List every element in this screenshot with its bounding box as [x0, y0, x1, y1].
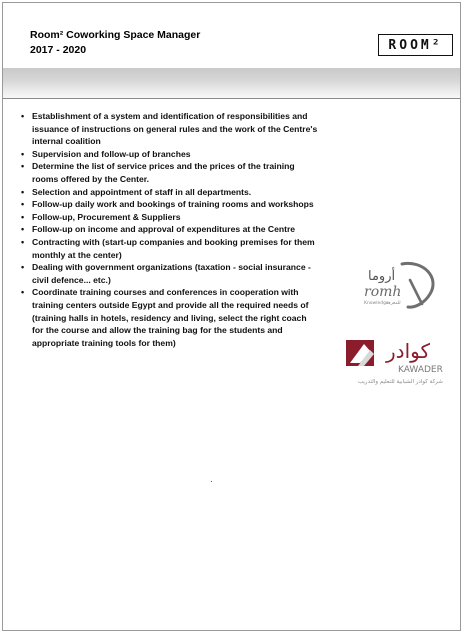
aroma-arabic-text: أروما	[368, 269, 396, 284]
kawader-latin-text: KAWADER	[398, 365, 443, 375]
room-brand-logo	[378, 34, 453, 56]
responsibilities-list	[20, 110, 320, 349]
list-item: • Follow-up daily work and bookings of training rooms and workshops	[20, 198, 320, 211]
aroma-latin-text: romh	[364, 284, 402, 300]
aroma-tag-arabic: للمعرفة	[386, 301, 401, 306]
kawader-tagline: شركة كوادر الشبابية للتعليم والتدريب	[358, 379, 443, 385]
kawader-arabic-text: كوادر	[386, 339, 430, 363]
kawader-logo	[344, 332, 449, 388]
list-item: • Determine the list of service prices and the prices of the training rooms offered by the Center.	[20, 160, 320, 185]
list-item: • Follow-up on income and approval of expenditures at the Centre	[20, 223, 320, 236]
aroma-tag-latin: Knowledge	[364, 301, 389, 306]
job-title: Room² Coworking Space Manager	[30, 29, 201, 41]
job-years: 2017 - 2020	[30, 44, 87, 56]
stray-dot	[211, 481, 212, 482]
header-gray-band	[3, 68, 460, 98]
header-divider	[3, 98, 460, 99]
list-item: • Coordinate training courses and conferences in cooperation with training centers outside Egypt and provide all the required needs of (training halls in hotels, residency and living, select the right coach for the course and allow the training bag for the students and appropriate training tools for them)	[20, 286, 320, 349]
list-item: • Establishment of a system and identification of responsibilities and issuance of instructions on general rules and the work of the Centre's internal coalition	[20, 110, 320, 148]
room-logo-text: ROOM²	[388, 37, 443, 53]
list-item: • Follow-up, Procurement & Suppliers	[20, 211, 320, 224]
list-item: • Contracting with (start-up companies and booking premises for them monthly at the center)	[20, 236, 320, 261]
list-item: • Supervision and follow-up of branches	[20, 148, 320, 161]
aroma-logo	[362, 260, 438, 310]
list-item: • Selection and appointment of staff in all departments.	[20, 186, 320, 199]
list-item: • Dealing with government organizations (taxation - social insurance - civil defence... etc.)	[20, 261, 320, 286]
